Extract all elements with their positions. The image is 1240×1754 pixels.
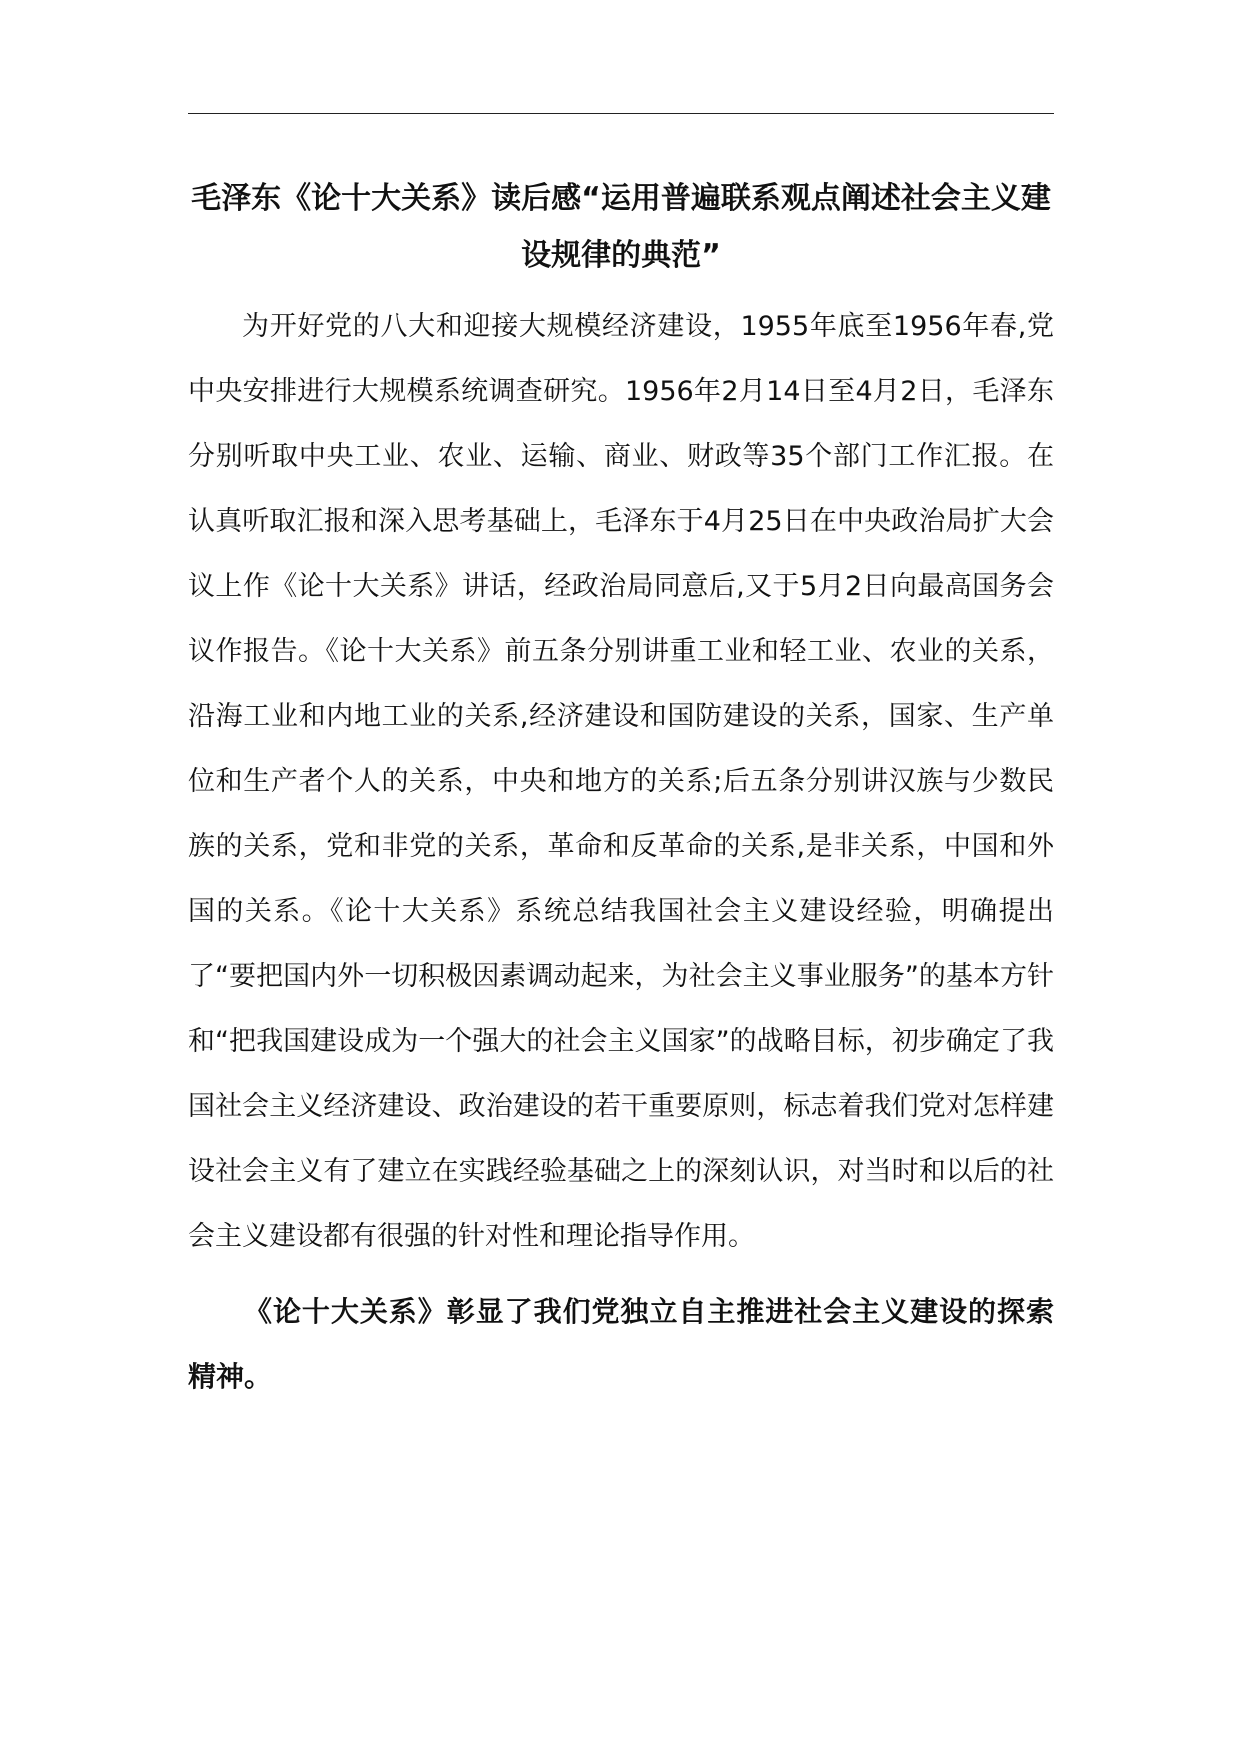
header-rule: [188, 113, 1054, 114]
document-title: 毛泽东《论十大关系》读后感“运用普遍联系观点阐述社会主义建设规律的典范”: [191, 181, 1051, 273]
section-heading-paragraph: 《论十大关系》彰显了我们党独立自主推进社会主义建设的探索精神。: [188, 1295, 1054, 1393]
body-paragraph: 为开好党的八大和迎接大规模经济建设，1955年底至1956年春,党中央安排进行大规模系统调查研究。1956年2月14日至4月2日，毛泽东分别听取中央工业、农业、运输、商业、财政等35个部门工作汇报。在认真听取汇报和深入思考基础上，毛泽东于4月25日在中央政治局扩大会议上作《论十大关系》讲话，经政治局同意后,又于5月2日向最高国务会议作报告。《论十大关系》前五条分别讲重工业和轻工业、农业的关系，沿海工业和内地工业的关系,经济建设和国防建设的关系，国家、生产单位和生产者个人的关系，中央和地方的关系;后五条分别讲汉族与少数民族的关系，党和非党的关系，革命和反革命的关系,是非关系，中国和外国的关系。《论十大关系》系统总结我国社会主义建设经验，明确提出了“要把国内外一切积极因素调动起来，为社会主义事业服务”的基本方针和“把我国建设成为一个强大的社会主义国家”的战略目标，初步确定了我国社会主义经济建设、政治建设的若干重要原则，标志着我们党对怎样建设社会主义有了建立在实践经验基础之上的深刻认识，对当时和以后的社会主义建设都有很强的针对性和理论指导作用。: [188, 311, 1054, 1252]
document-content: [188, 170, 1054, 1409]
